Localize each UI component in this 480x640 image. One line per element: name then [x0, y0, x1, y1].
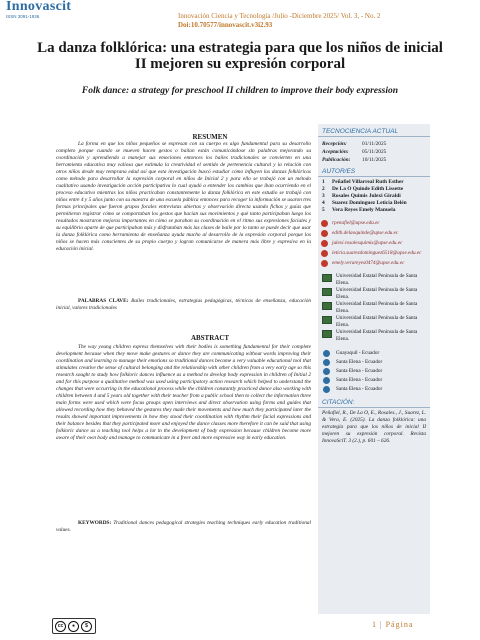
university-logo-icon	[322, 302, 332, 310]
location-name: Guayaquil - Ecuador	[336, 350, 380, 356]
location-pin-icon	[323, 350, 330, 357]
citation-heading: CITACIÓN:	[318, 398, 430, 408]
university-logo-icon	[322, 288, 332, 296]
tecnociencia-heading: TECNOCIENCIA ACTUAL	[318, 127, 430, 137]
institution-name: Universidad Estatal Península de Santa Elena.	[336, 287, 418, 300]
university-logo-icon	[322, 274, 332, 282]
author-number: 4	[322, 200, 325, 206]
author-item	[318, 207, 430, 214]
logo-issn: ISSN 3091-1936	[6, 14, 40, 19]
authors-heading: AUTOR/ES	[318, 167, 430, 177]
cc-license-badge[interactable]	[52, 618, 96, 634]
keywords-label: KEYWORDS:	[78, 520, 112, 526]
email-icon	[321, 230, 328, 237]
location-pin-icon	[323, 386, 330, 393]
location-pin-icon	[323, 377, 330, 384]
author-name: De La O Quinde Edith Lissette	[332, 186, 404, 192]
location-name: Santa Elena - Ecuador	[336, 386, 383, 392]
palabras-clave-label: PALABRAS CLAVE:	[78, 298, 129, 304]
date-label: Recepción:	[322, 141, 347, 147]
email-link[interactable]: leticia.suarezdominguez6518@upse.edu.ec	[332, 250, 422, 256]
article-sidebar	[318, 124, 430, 614]
resumen-text: La forma en que los niños pequeños se expresan con su cuerpo es algo fundamental para su desarrollo completo porque cuando se mueven hacen gestos o bailan están comunicándose sin palabras mejorando su coordinación y aprendiendo a manejar sus emociones entonces los bailes tradicionales se convierten en una herramienta educativa muy valiosa que estimula la creatividad el sentido de pertenencia cultural y la relación con otros niños desde muy temprana edad así que esta investigación buscó estudiar cómo influyen las danzas folklóricas como método para desarrollar la expresión corporal en niños de Inicial 2 y para ello se trabajó con un método cualitativo usando investigación acción participativa lo cual ayudó a entender los cambios que iban ocurriendo en el proceso educativo mientras los niños practicaban constantemente la danza folklórica en este estudio se trabajó con niños entre 4 y 5 años junto con su maestra de una escuela pública entonces para recoger la información se usaron tres formas principales que fueron grupos focales entrevistas abiertas y observación directa usando fichas y guías que permitieron registrar cómo se comportaban los gestos que hacían sus movimientos y qué tanto participaban luego los resultados mostraron mejoras importantes en cómo se paraban su coordinación en el ritmo sus expresiones faciales y su equilibrio aparte de que participaban más y disfrutaban más las clases de baile por lo tanto se puede decir que usar la danza folklórica como herramienta de enseñanza ayuda mucho al desarrollo de la expresión corporal porque los niños se hacen más conscientes de su propio cuerpo y logran comunicarse de manera más libre y expresiva en la educación inicial.	[56, 141, 311, 252]
keywords-text: Traditional dances pedagogical strategies teaching techniques early education traditional values.	[56, 520, 311, 533]
location-item	[318, 349, 430, 358]
author-item	[318, 193, 430, 200]
email-item[interactable]	[318, 260, 430, 267]
author-item	[318, 186, 430, 193]
institution-name: Universidad Estatal Península de Santa Elena.	[336, 315, 418, 328]
location-name: Santa Elena - Ecuador	[336, 368, 383, 374]
page-number-value: 1	[372, 620, 377, 629]
email-item[interactable]	[318, 250, 430, 257]
date-row	[318, 148, 430, 156]
institution-item	[318, 315, 430, 329]
date-value: 10/11/2025	[362, 157, 387, 163]
institution-name: Universidad Estatal Península de Santa Elena.	[336, 329, 418, 342]
palabras-clave-text: Bailes tradicionales, estrategias pedagógicas, técnicas de enseñanza, educación inicial, valores tradicionales	[56, 298, 311, 311]
locations-list	[318, 343, 430, 394]
author-number: 2	[322, 186, 325, 192]
institution-item	[318, 287, 430, 301]
citation-text: Peñafiel, R., De La O, E., Rosales., J., Suarez, L. & Vera, E. (2025). La danza folklórica: una estrategia para que los niños de inicial II mejoren su expresión corporal. Revista InnovaSciT. 3 (2.), p. 601 – 626.	[322, 410, 426, 444]
author-name: Suarez Dominguez Leticia Belén	[332, 200, 407, 206]
author-name: Peñafiel Villarreal Ruth Esther	[332, 179, 404, 185]
location-item	[318, 358, 430, 367]
date-label: Publicación:	[322, 157, 351, 163]
paper-title: La danza folklórica: una estrategia para que los niños de inicial II mejoren su expresión corporal	[37, 40, 443, 72]
email-icon	[321, 250, 328, 257]
journal-header	[178, 12, 478, 30]
email-link[interactable]: edith.delaoquinde@upse.edu.ec	[332, 230, 399, 236]
doi-link[interactable]: Doi:10.70577/innovascit.v3i2.93	[178, 21, 273, 29]
page-number	[372, 620, 432, 629]
page-divider: |	[380, 620, 383, 629]
university-logo-icon	[322, 316, 332, 324]
author-name: Rosales Quimis Julexi Giraldi	[332, 193, 401, 199]
abstract-text: The way young children express themselves with their bodies is something fundamental for their complete development because when they move make gestures or dance they are communicating without words improving their coordination and learning to manage their emotions so traditional dances become a very valuable educational tool that stimulates creative the sense of cultural belonging and the relationship with other children from a very early age so this research sought to study how folkloric dances influence as a method to develop body expression in children of Initial 2 and for this purpose a qualitative method was used using participatory action research which helped to understand the changes that were occurring in the educational process while the children constantly practiced dance also working with children between 4 and 5 years old together with their teacher from a public school then to collect the information three main forms were used which were focus groups open interviews and direct observation using forms and guides that allowed recording how they behaved the gestures they made their movements and how much they participated later the results showed important improvements in how they stood their coordination with rhythm their facial expressions and their balance besides that they participated more and enjoyed the dance classes more therefore it can be said that using folkloric dance as a teaching tool helps a lot in the development of body expression because children become more aware of their own body and manage to communicate in a freer and more expressive way in early education.	[56, 344, 311, 441]
date-row	[318, 156, 430, 164]
email-link[interactable]: emely.verareyes0474@upse.edu.ec	[332, 260, 405, 266]
date-row	[318, 140, 430, 148]
abstract-heading: ABSTRACT	[190, 334, 230, 342]
location-item	[318, 367, 430, 376]
institution-name: Universidad Estatal Península de Santa Elena.	[336, 273, 418, 286]
keywords	[56, 520, 311, 534]
journal-logo	[6, 0, 126, 20]
author-item	[318, 200, 430, 207]
location-name: Santa Elena - Ecuador	[336, 359, 383, 365]
location-item	[318, 385, 430, 394]
cc-icon: cc	[55, 621, 66, 632]
paper-subtitle: Folk dance: a strategy for preschool II children to improve their body expression	[81, 86, 399, 96]
institution-item	[318, 329, 430, 343]
authors-list	[318, 177, 430, 214]
email-item[interactable]	[318, 220, 430, 227]
date-value: 05/11/2025	[362, 149, 387, 155]
author-number: 5	[322, 207, 325, 213]
institution-item	[318, 301, 430, 315]
email-icon	[321, 220, 328, 227]
email-icon	[321, 240, 328, 247]
palabras-clave	[56, 298, 311, 312]
location-pin-icon	[323, 359, 330, 366]
page-word: Página	[385, 620, 414, 629]
university-logo-icon	[322, 330, 332, 338]
author-name: Vera Reyes Emely Manuela	[332, 207, 396, 213]
email-item[interactable]	[318, 230, 430, 237]
location-name: Santa Elena - Ecuador	[336, 377, 383, 383]
institutions-list	[318, 267, 430, 343]
institution-item	[318, 273, 430, 287]
email-link[interactable]: julexi.rosalesquimis@upse.edu.ec	[332, 240, 403, 246]
location-pin-icon	[323, 368, 330, 375]
emails-list	[318, 214, 430, 267]
author-number: 1	[322, 179, 325, 185]
email-link[interactable]: rpenafiel@upse.edu.ec	[332, 220, 380, 226]
journal-line: Innovación Ciencia y Tecnología /Julio -Diciembre 2025/ Vol. 3, - No. 2	[178, 12, 381, 20]
by-icon: ●	[68, 621, 79, 632]
logo-text: Innovascit	[6, 0, 72, 14]
date-label: Aceptación:	[322, 149, 349, 155]
nc-icon: $	[81, 621, 92, 632]
email-item[interactable]	[318, 240, 430, 247]
dates-block	[318, 137, 430, 164]
author-number: 3	[322, 193, 325, 199]
resumen-heading: RESUMEN	[192, 133, 228, 141]
institution-name: Universidad Estatal Península de Santa Elena.	[336, 301, 418, 314]
location-item	[318, 376, 430, 385]
email-icon	[321, 260, 328, 267]
author-item	[318, 179, 430, 186]
date-value: 01/11/2025	[362, 141, 387, 147]
